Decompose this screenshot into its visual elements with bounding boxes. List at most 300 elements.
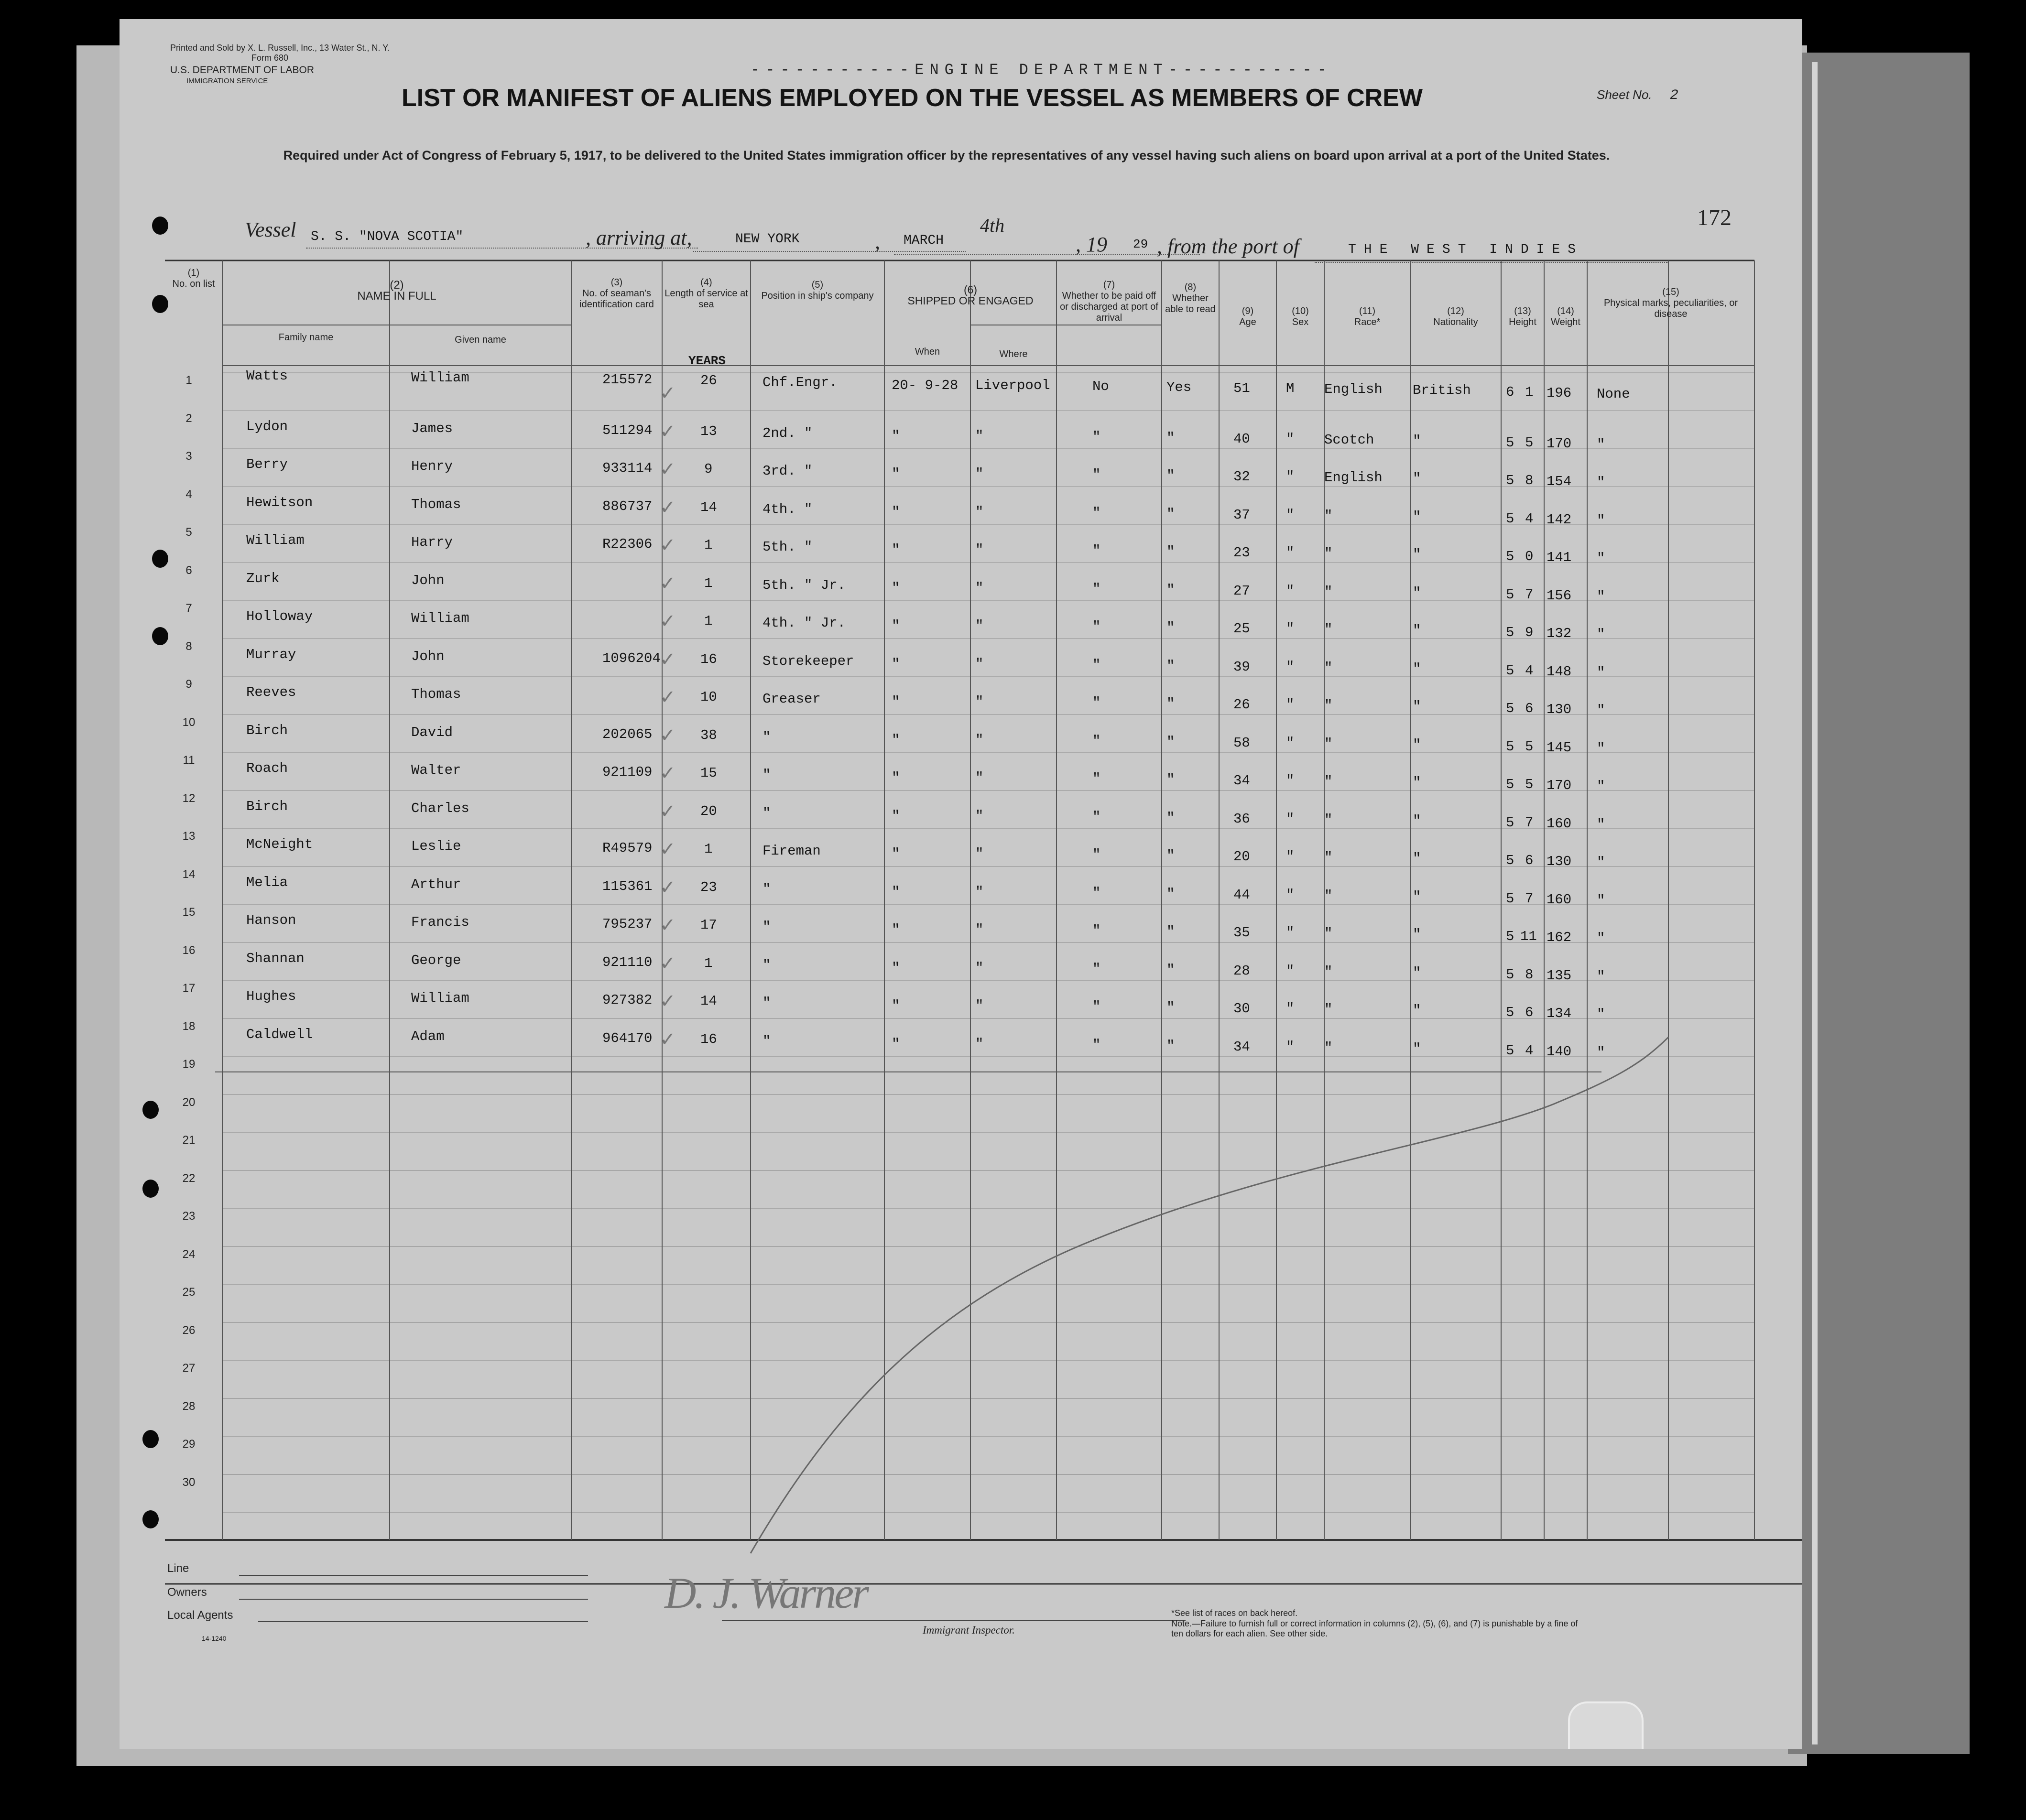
- punch-hole: [152, 627, 168, 645]
- cell-age: 35: [1233, 925, 1250, 941]
- cell-sex: ": [1286, 469, 1295, 485]
- cell-shipped-where: ": [975, 846, 984, 862]
- cell-race: English: [1324, 381, 1383, 397]
- cell-paid-off: ": [1092, 467, 1101, 483]
- cell-paid-off: ": [1092, 657, 1101, 673]
- form-number: Form 680: [251, 53, 289, 63]
- cell-age: 25: [1233, 621, 1250, 637]
- line-number: 17: [182, 982, 196, 995]
- cell-height-inches: 6: [1525, 853, 1534, 868]
- cell-able-to-read: ": [1166, 848, 1175, 864]
- cell-weight: 162: [1547, 930, 1572, 945]
- cell-position: 2nd. ": [762, 425, 813, 441]
- cell-position: ": [762, 995, 771, 1011]
- cell-able-to-read: ": [1166, 1038, 1175, 1054]
- cell-given-name: Walter: [411, 762, 461, 778]
- cell-paid-off: ": [1092, 695, 1101, 711]
- cell-height-feet: 5: [1506, 738, 1514, 755]
- cell-age: 34: [1233, 1039, 1250, 1055]
- cell-weight: 170: [1547, 778, 1572, 793]
- cell-given-name: James: [411, 420, 453, 436]
- cell-position: Chf.Engr.: [762, 375, 838, 390]
- cell-family-name: Holloway: [246, 608, 313, 624]
- cell-age: 30: [1233, 1001, 1250, 1017]
- column-label: Height: [1509, 317, 1536, 327]
- cell-height-feet: 5: [1506, 701, 1514, 716]
- years-label: YEARS: [688, 354, 726, 368]
- cell-weight: 170: [1547, 435, 1572, 452]
- check-mark-icon: ✓: [660, 952, 676, 975]
- cell-position: Fireman: [762, 843, 821, 859]
- cell-service-years: 16: [700, 651, 717, 667]
- cell-nationality: ": [1413, 585, 1421, 601]
- cell-age: 36: [1233, 811, 1250, 827]
- cell-card-number: 933114: [602, 460, 653, 476]
- line-number: 16: [182, 943, 196, 957]
- line-number: 20: [182, 1095, 196, 1109]
- cell-shipped-where: ": [975, 960, 984, 976]
- from-port: THE WEST INDIES: [1348, 242, 1584, 257]
- paper-clip: [1568, 1701, 1644, 1749]
- cell-shipped-where: ": [975, 1036, 984, 1052]
- cell-able-to-read: ": [1166, 506, 1175, 522]
- cell-physical-marks: ": [1597, 855, 1605, 870]
- cell-nationality: ": [1413, 812, 1421, 829]
- cell-physical-marks: ": [1597, 968, 1605, 985]
- cell-paid-off: ": [1092, 999, 1101, 1015]
- cell-height-feet: 5: [1506, 929, 1514, 944]
- cell-weight: 130: [1547, 854, 1572, 869]
- punch-hole: [152, 550, 168, 568]
- cell-given-name: Arthur: [411, 876, 461, 892]
- cell-weight: 140: [1547, 1043, 1572, 1060]
- agents-label: Local Agents: [167, 1609, 233, 1622]
- cell-position: Storekeeper: [762, 653, 854, 669]
- cell-physical-marks: ": [1597, 627, 1605, 642]
- cell-family-name: McNeight: [246, 836, 313, 852]
- cell-physical-marks: ": [1597, 512, 1605, 529]
- cell-service-years: 1: [704, 537, 713, 553]
- cell-able-to-read: ": [1166, 582, 1175, 598]
- cell-race: Scotch: [1324, 432, 1374, 448]
- table-grid: [120, 19, 1802, 1749]
- cell-sex: M: [1286, 380, 1295, 396]
- header-name-in-full: [223, 280, 570, 302]
- cell-physical-marks: ": [1597, 1007, 1605, 1022]
- engine-department: -----------ENGINE DEPARTMENT-----------: [751, 61, 1332, 79]
- cell-shipped-when: ": [892, 922, 900, 938]
- cell-position: ": [762, 1033, 771, 1049]
- cell-shipped-when: ": [892, 998, 900, 1014]
- header-where: [971, 349, 1056, 360]
- cell-height-feet: 5: [1506, 890, 1514, 907]
- check-mark-icon: ✓: [660, 686, 676, 708]
- cell-height-inches: 5: [1525, 738, 1534, 755]
- cell-service-years: 1: [704, 841, 713, 857]
- column-label: Age: [1239, 317, 1256, 327]
- cell-card-number: 795237: [602, 916, 653, 932]
- cell-position: 3rd. ": [762, 463, 813, 479]
- header-given-name: [391, 335, 570, 346]
- cell-service-years: 1: [704, 955, 713, 971]
- manifest-page: [120, 19, 1802, 1749]
- cell-shipped-when: ": [892, 580, 900, 596]
- column-number: (13): [1514, 306, 1531, 316]
- header-list-number: [166, 268, 221, 290]
- cell-height-inches: 7: [1525, 586, 1534, 603]
- cell-sex: ": [1286, 811, 1295, 827]
- column-number: (4): [700, 277, 712, 288]
- cell-shipped-when: ": [892, 428, 900, 444]
- cell-family-name: Watts: [246, 368, 288, 384]
- column-number: (8): [1184, 282, 1197, 292]
- line-number: 19: [182, 1058, 196, 1071]
- column-number: (12): [1447, 306, 1464, 316]
- binder-edge: [1812, 62, 1818, 1744]
- cell-card-number: 964170: [602, 1030, 653, 1046]
- cell-height-feet: 5: [1506, 966, 1514, 983]
- cell-able-to-read: ": [1166, 696, 1175, 712]
- cell-race: ": [1324, 1040, 1333, 1056]
- agents-field[interactable]: [258, 1621, 588, 1622]
- cell-physical-marks: ": [1597, 931, 1605, 946]
- check-mark-icon: ✓: [660, 838, 676, 860]
- column-label: Position in ship's company: [761, 291, 874, 301]
- cell-card-number: 202065: [602, 726, 653, 742]
- cell-paid-off: ": [1092, 619, 1101, 635]
- cell-shipped-when: ": [892, 960, 900, 976]
- cell-nationality: ": [1413, 737, 1421, 753]
- arrival-day: 4th: [980, 215, 1005, 236]
- cell-paid-off: ": [1092, 923, 1101, 939]
- cell-height-inches: 6: [1525, 701, 1534, 716]
- column-label: Physical marks, peculiarities, or disease: [1603, 298, 1738, 319]
- header-weight: [1545, 306, 1586, 328]
- cell-race: ": [1324, 736, 1333, 752]
- cell-position: ": [762, 805, 771, 821]
- line-number: 27: [182, 1362, 196, 1375]
- header-paid-off: [1057, 280, 1161, 324]
- cell-weight: 134: [1547, 1006, 1572, 1021]
- cell-family-name: Murray: [246, 646, 296, 662]
- cell-shipped-where: ": [975, 884, 984, 900]
- cell-weight: 141: [1547, 550, 1572, 565]
- from-label: , from the port of: [1157, 235, 1299, 258]
- cell-shipped-where: ": [975, 808, 984, 824]
- cell-race: ": [1324, 850, 1333, 866]
- header-sex: [1277, 306, 1323, 328]
- column-number: (14): [1557, 306, 1574, 316]
- cell-card-number: 215572: [602, 372, 653, 388]
- cell-sex: ": [1286, 849, 1295, 865]
- cell-family-name: Hughes: [246, 988, 296, 1004]
- header-length-of-service: [663, 277, 750, 310]
- cell-age: 23: [1233, 545, 1250, 561]
- header-physical-marks: [1588, 287, 1754, 320]
- vessel-label: Vessel: [245, 218, 296, 241]
- column-label: NAME IN FULL: [357, 290, 436, 303]
- cell-service-years: 26: [700, 373, 717, 389]
- cell-paid-off: ": [1092, 505, 1101, 521]
- line-number: 10: [182, 715, 196, 729]
- cell-sex: ": [1286, 697, 1295, 713]
- cell-sex: ": [1286, 1001, 1295, 1017]
- column-label: Whether to be paid off or discharged at port of arrival: [1060, 291, 1158, 323]
- cell-sex: ": [1286, 507, 1295, 523]
- cell-position: ": [762, 957, 771, 973]
- cell-nationality: ": [1413, 927, 1421, 942]
- cell-height-feet: 5: [1506, 853, 1514, 868]
- cell-service-years: 10: [700, 689, 717, 705]
- cell-able-to-read: ": [1166, 544, 1175, 560]
- cell-service-years: 13: [700, 423, 717, 439]
- cell-shipped-where: ": [975, 542, 984, 558]
- cell-sex: ": [1286, 735, 1295, 751]
- column-number: (2): [390, 279, 404, 292]
- cell-physical-marks: ": [1597, 892, 1605, 909]
- cell-service-years: 20: [700, 803, 717, 819]
- line-number: 14: [182, 867, 196, 881]
- cell-nationality: ": [1413, 623, 1421, 639]
- cell-height-inches: 6: [1525, 1005, 1534, 1020]
- cell-race: ": [1324, 622, 1333, 638]
- cell-physical-marks: ": [1597, 664, 1605, 681]
- arriving-label: , arriving at,: [586, 226, 692, 249]
- cell-race: ": [1324, 508, 1333, 524]
- line-number: 18: [182, 1019, 196, 1033]
- cell-paid-off: No: [1092, 379, 1109, 394]
- arrival-year: 29: [1133, 237, 1148, 251]
- line-number: 25: [182, 1286, 196, 1299]
- check-mark-icon: ✓: [660, 648, 676, 671]
- cell-shipped-when: ": [892, 846, 900, 862]
- sheet-label: Sheet No.: [1597, 87, 1652, 102]
- cell-sex: ": [1286, 431, 1295, 447]
- cell-service-years: 1: [704, 613, 713, 629]
- cell-height-feet: 5: [1506, 1005, 1514, 1020]
- cell-shipped-when: ": [892, 618, 900, 634]
- column-label: Whether able to read: [1165, 293, 1216, 314]
- cell-race: ": [1324, 812, 1333, 828]
- cell-shipped-where: ": [975, 504, 984, 520]
- column-label: SHIPPED OR ENGAGED: [907, 294, 1034, 307]
- column-number: (10): [1292, 306, 1309, 316]
- cell-shipped-where: ": [975, 580, 984, 596]
- cell-nationality: ": [1413, 433, 1421, 449]
- cell-family-name: Caldwell: [246, 1026, 313, 1042]
- cancellation-stroke: [751, 1037, 1668, 1553]
- cell-given-name: Adam: [411, 1028, 445, 1044]
- cell-weight: 135: [1547, 967, 1572, 984]
- cell-paid-off: ": [1092, 809, 1101, 825]
- cell-given-name: John: [411, 648, 445, 664]
- cell-family-name: Shannan: [246, 950, 305, 966]
- cell-family-name: Zurk: [246, 570, 280, 586]
- cell-age: 40: [1233, 431, 1250, 447]
- cell-paid-off: ": [1092, 1037, 1101, 1053]
- cell-race: ": [1324, 546, 1333, 562]
- cell-height-feet: 5: [1506, 777, 1514, 792]
- cell-able-to-read: ": [1166, 620, 1175, 636]
- cell-shipped-when: ": [892, 732, 900, 748]
- cell-family-name: Birch: [246, 722, 288, 738]
- cell-height-inches: 4: [1525, 662, 1534, 679]
- cell-weight: 160: [1547, 815, 1572, 832]
- cell-service-years: 14: [700, 993, 717, 1009]
- cell-given-name: Francis: [411, 914, 469, 930]
- header-age: [1220, 306, 1275, 328]
- cell-age: 39: [1233, 659, 1250, 675]
- column-label: Weight: [1551, 317, 1580, 327]
- cell-physical-marks: ": [1597, 740, 1605, 757]
- cell-shipped-where: ": [975, 694, 984, 710]
- cell-height-feet: 5: [1506, 625, 1514, 640]
- cell-service-years: 23: [700, 879, 717, 895]
- cell-position: 4th. " Jr.: [762, 615, 846, 631]
- cell-family-name: Hanson: [246, 912, 296, 928]
- cell-height-inches: 8: [1525, 966, 1534, 983]
- cell-shipped-when: ": [892, 884, 900, 900]
- cell-given-name: Thomas: [411, 496, 461, 512]
- cell-card-number: 927382: [602, 992, 653, 1008]
- cell-height-inches: 11: [1520, 929, 1537, 944]
- cell-position: ": [762, 881, 771, 897]
- cell-family-name: Reeves: [246, 684, 296, 700]
- cell-paid-off: ": [1092, 885, 1101, 901]
- column-label: No. on list: [172, 279, 215, 289]
- races-note: *See list of races on back hereof.: [1171, 1608, 1298, 1618]
- cell-race: ": [1324, 926, 1333, 942]
- footer-form-code: 14-1240: [202, 1635, 227, 1642]
- cell-able-to-read: ": [1166, 1000, 1175, 1016]
- inspector-label: Immigrant Inspector.: [923, 1624, 1015, 1636]
- cell-weight: 142: [1547, 511, 1572, 528]
- cell-sex: ": [1286, 963, 1295, 979]
- cell-nationality: ": [1413, 1040, 1421, 1057]
- cell-age: 58: [1233, 735, 1250, 751]
- cell-physical-marks: ": [1597, 475, 1605, 490]
- column-number: (3): [610, 277, 623, 288]
- line-number: 22: [182, 1171, 196, 1185]
- cell-position: 5th. " Jr.: [762, 577, 846, 593]
- inspector-signature: D. J. Warner: [664, 1569, 867, 1617]
- column-label: When: [915, 347, 940, 357]
- cell-given-name: William: [411, 610, 469, 626]
- cell-physical-marks: None: [1597, 386, 1630, 402]
- cell-age: 32: [1233, 469, 1250, 485]
- punch-hole: [142, 1430, 159, 1448]
- arrival-month: MARCH: [904, 233, 944, 248]
- cell-weight: 130: [1547, 702, 1572, 717]
- cell-height-inches: 4: [1525, 510, 1534, 527]
- column-label: Family name: [278, 332, 334, 343]
- cell-able-to-read: ": [1166, 810, 1175, 826]
- cell-card-number: 1096204: [602, 650, 661, 666]
- column-number: (15): [1662, 287, 1679, 297]
- line-number: 28: [182, 1399, 196, 1413]
- cell-given-name: David: [411, 724, 453, 740]
- line-number: 11: [183, 754, 195, 767]
- cell-nationality: ": [1413, 1003, 1421, 1018]
- column-number: (11): [1359, 306, 1376, 316]
- column-label: Length of service at sea: [664, 288, 748, 310]
- cell-height-feet: 6: [1506, 384, 1514, 400]
- cell-card-number: 921110: [602, 954, 653, 970]
- cell-able-to-read: ": [1166, 430, 1175, 446]
- cell-able-to-read: ": [1166, 962, 1175, 978]
- line-number: 9: [185, 678, 192, 691]
- fine-note: Note.—Failure to furnish full or correct information in columns (2), (5), (6), and (7) is punishable by a fine of ten dollars for each alien. See other side.: [1171, 1619, 1578, 1638]
- cell-service-years: 9: [704, 461, 713, 477]
- line-field[interactable]: [239, 1575, 588, 1576]
- check-mark-icon: ✓: [660, 914, 676, 936]
- check-mark-icon: ✓: [660, 1028, 676, 1051]
- cell-family-name: Melia: [246, 874, 288, 890]
- cell-race: ": [1324, 584, 1333, 600]
- cell-height-feet: 5: [1506, 434, 1514, 451]
- cell-weight: 154: [1547, 474, 1572, 489]
- service-name: IMMIGRATION SERVICE: [186, 77, 268, 85]
- cell-weight: 145: [1547, 739, 1572, 756]
- cell-height-feet: 5: [1506, 510, 1514, 527]
- cell-physical-marks: ": [1597, 1044, 1605, 1061]
- column-label: Race*: [1354, 317, 1381, 327]
- cell-nationality: British: [1413, 382, 1471, 398]
- cell-race: ": [1324, 774, 1333, 790]
- check-mark-icon: ✓: [660, 610, 676, 632]
- punch-hole: [142, 1101, 159, 1119]
- cell-race: ": [1324, 660, 1333, 676]
- cell-race: ": [1324, 888, 1333, 904]
- sheet-value: 2: [1669, 87, 1678, 104]
- column-number: (5): [811, 280, 824, 290]
- cell-height-inches: 9: [1525, 625, 1534, 640]
- line-number: 5: [185, 526, 192, 539]
- cell-sex: ": [1286, 621, 1295, 637]
- cell-sex: ": [1286, 1039, 1295, 1055]
- check-mark-icon: ✓: [660, 496, 676, 519]
- cell-shipped-when: ": [892, 1036, 900, 1052]
- cell-height-inches: 7: [1525, 814, 1534, 831]
- cell-service-years: 16: [700, 1031, 717, 1047]
- cell-weight: 148: [1547, 663, 1572, 680]
- cell-height-inches: 7: [1525, 890, 1534, 907]
- cell-able-to-read: ": [1166, 886, 1175, 902]
- cell-given-name: William: [411, 990, 469, 1006]
- header-family-name: [223, 332, 389, 343]
- owners-field[interactable]: [239, 1599, 588, 1600]
- cell-height-inches: 0: [1525, 549, 1534, 564]
- cell-paid-off: ": [1092, 961, 1101, 977]
- line-number: 6: [185, 563, 192, 577]
- cell-service-years: 38: [700, 727, 717, 743]
- cell-age: 20: [1233, 849, 1250, 865]
- cell-family-name: Berry: [246, 456, 288, 472]
- cell-weight: 132: [1547, 626, 1572, 641]
- cell-able-to-read: ": [1166, 772, 1175, 788]
- cell-card-number: 511294: [602, 422, 653, 438]
- punch-hole: [142, 1510, 159, 1528]
- header-height: [1502, 306, 1543, 328]
- line-number: 7: [185, 602, 192, 615]
- cell-shipped-where: ": [975, 656, 984, 672]
- cell-sex: ": [1286, 583, 1295, 599]
- line-number: 21: [182, 1134, 196, 1147]
- cell-given-name: Charles: [411, 800, 469, 816]
- line-number: 29: [182, 1438, 196, 1451]
- punch-hole: [152, 217, 168, 235]
- header-shipped-or-engaged: [885, 284, 1056, 306]
